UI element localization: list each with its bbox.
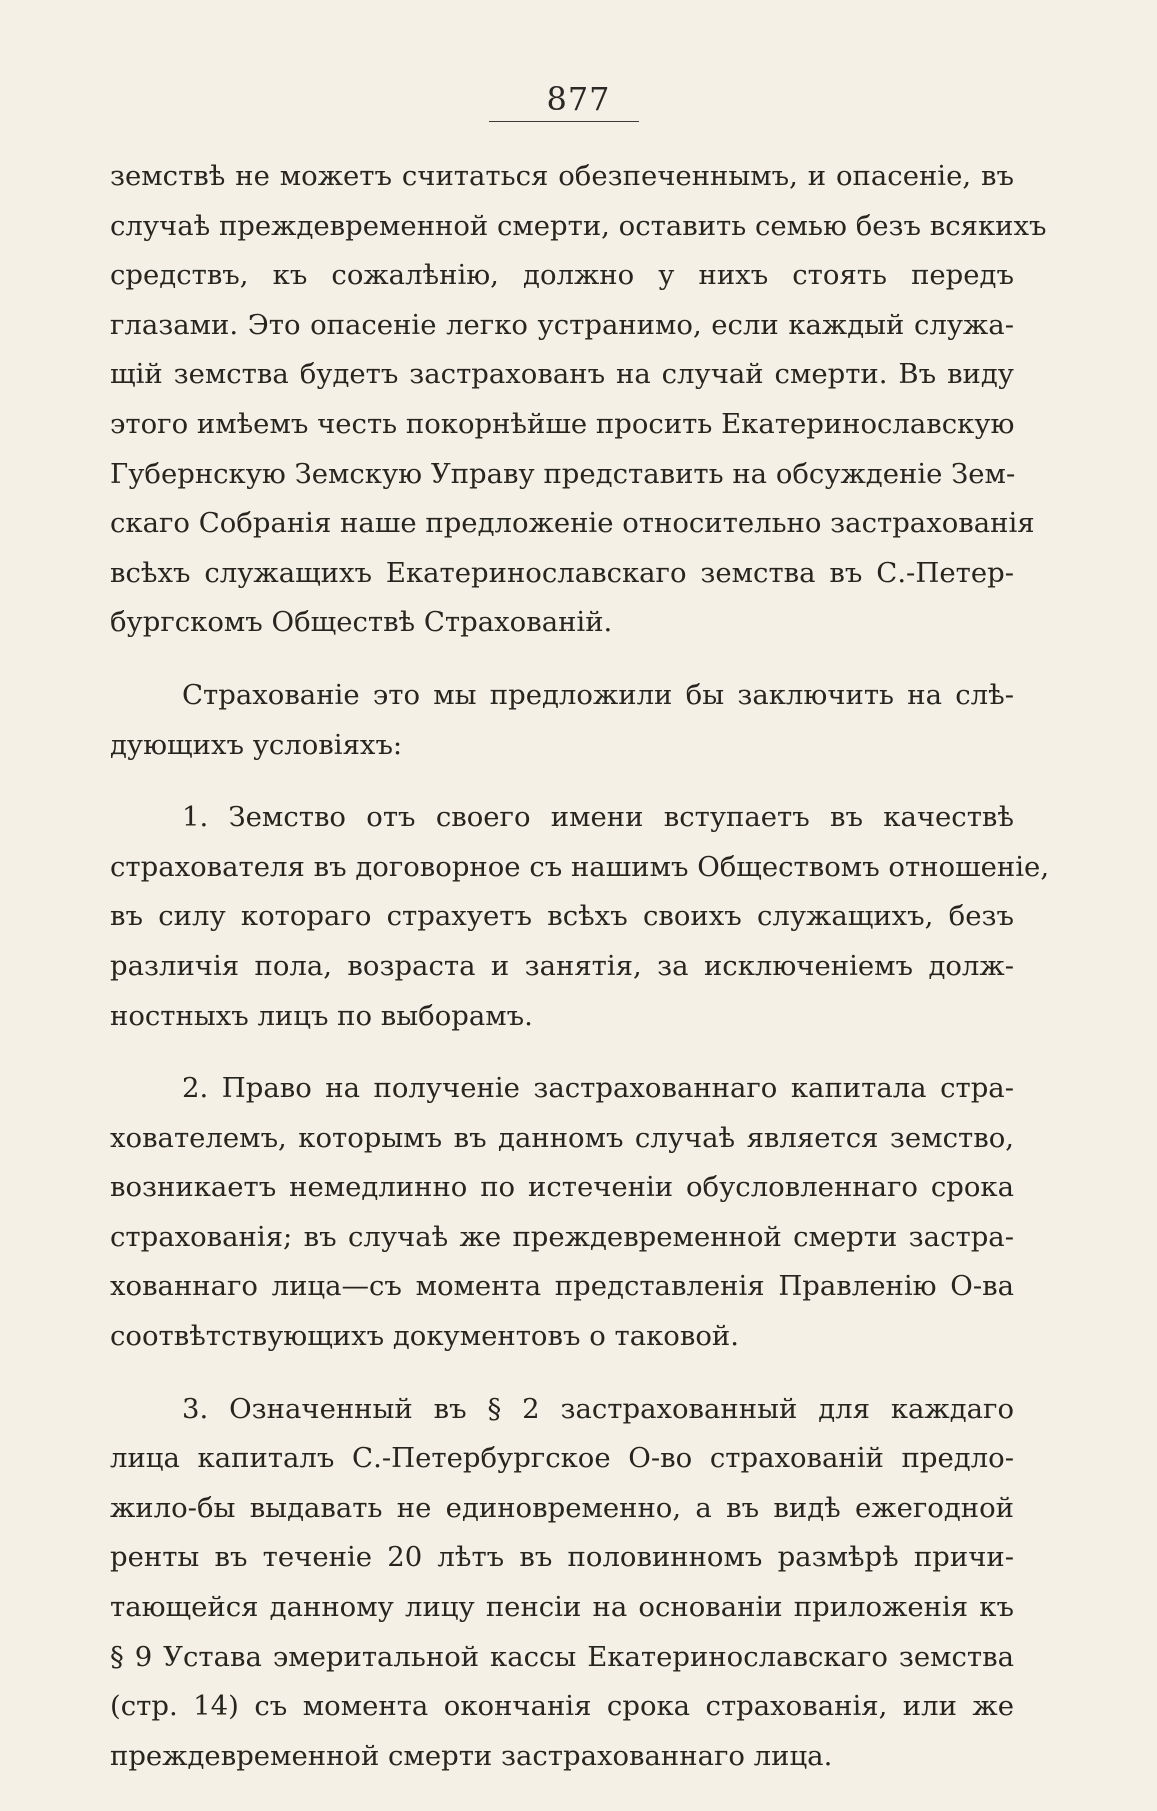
text-line: глазами. Это опасеніе легко устранимо, если каждый служа- bbox=[110, 308, 1014, 341]
text-line: ренты въ теченіе 20 лѣтъ въ половинномъ размѣрѣ причи- bbox=[110, 1541, 1014, 1574]
text-line: 2. Право на полученіе застрахованнаго капитала стра- bbox=[182, 1072, 1014, 1105]
text-line: соотвѣтствующихъ документовъ о таковой. bbox=[110, 1320, 739, 1353]
paragraph-gap bbox=[110, 1041, 1014, 1064]
text-line: 3. Означенный въ § 2 застрахованный для каждаго bbox=[182, 1392, 1014, 1425]
paragraph bbox=[110, 1385, 1014, 1782]
text-line: случаѣ преждевременной смерти, оставить семью безъ всякихъ bbox=[110, 209, 1047, 242]
text-line: всѣхъ служащихъ Екатеринославскаго земства въ С.-Петер- bbox=[110, 556, 1014, 589]
text-line: хованнаго лица—съ момента представленія Правленію О-ва bbox=[110, 1270, 1014, 1303]
text-line: (стр. 14) съ момента окончанія срока страхованія, или же bbox=[110, 1690, 1014, 1723]
text-line: лица капиталъ С.-Петербургское О-во страхованій предло- bbox=[110, 1442, 1014, 1475]
text-line: Страхованіе это мы предложили бы заключить на слѣ- bbox=[182, 678, 1014, 711]
text-line: скаго Собранія наше предложеніе относительно застрахованія bbox=[110, 507, 1035, 540]
paragraph-gap bbox=[110, 648, 1014, 671]
text-line: бургскомъ Обществѣ Страхованій. bbox=[110, 606, 613, 639]
text-line: страхователя въ договорное съ нашимъ Обществомъ отношеніе, bbox=[110, 850, 1050, 883]
text-line: жило-бы выдавать не единовременно, а въ видѣ ежегодной bbox=[110, 1491, 1014, 1524]
paragraph bbox=[110, 793, 1050, 1041]
text-line: средствъ, къ сожалѣнію, должно у нихъ стоять передъ bbox=[110, 259, 1014, 292]
page-number: 877 bbox=[546, 80, 611, 118]
text-line: хователемъ, которымъ въ данномъ случаѣ является земство, bbox=[110, 1121, 1014, 1154]
text-line: страхованія; въ случаѣ же преждевременной смерти застра- bbox=[110, 1220, 1014, 1253]
text-line: земствѣ не можетъ считаться обезпеченнымъ, и опасеніе, въ bbox=[110, 160, 1014, 192]
paragraph-gap bbox=[110, 1362, 1014, 1385]
text-line: преждевременной смерти застрахованнаго лица. bbox=[110, 1739, 833, 1772]
text-line: дующихъ условіяхъ: bbox=[110, 728, 403, 761]
text-line: ностныхъ лицъ по выборамъ. bbox=[110, 999, 533, 1032]
text-line: § 9 Устава эмеритальной кассы Екатеринославскаго земства bbox=[110, 1640, 1014, 1673]
text-line: въ силу котораго страхуетъ всѣхъ своихъ служащихъ, безъ bbox=[110, 900, 1014, 933]
text-line: 1. Земство отъ своего имени вступаетъ въ качествѣ bbox=[182, 801, 1014, 834]
text-line: тающейся данному лицу пенсіи на основаніи приложенія къ bbox=[110, 1591, 1014, 1624]
text-line: щій земства будетъ застрахованъ на случай смерти. Въ виду bbox=[110, 358, 1014, 391]
header-rule bbox=[489, 121, 639, 122]
paragraph bbox=[110, 152, 1047, 648]
text-line: различія пола, возраста и занятія, за исключеніемъ долж- bbox=[110, 949, 1014, 982]
body-text bbox=[110, 152, 1050, 1781]
paragraph bbox=[110, 1064, 1014, 1362]
paragraph-gap bbox=[110, 770, 1014, 793]
text-line: этого имѣемъ честь покорнѣйше просить Екатеринославскую bbox=[110, 407, 1015, 440]
paragraph bbox=[110, 671, 1014, 770]
text-line: возникаетъ немедлинно по истеченіи обусловленнаго срока bbox=[110, 1171, 1014, 1204]
text-line: Губернскую Земскую Управу представить на обсужденіе Зем- bbox=[110, 457, 1016, 490]
